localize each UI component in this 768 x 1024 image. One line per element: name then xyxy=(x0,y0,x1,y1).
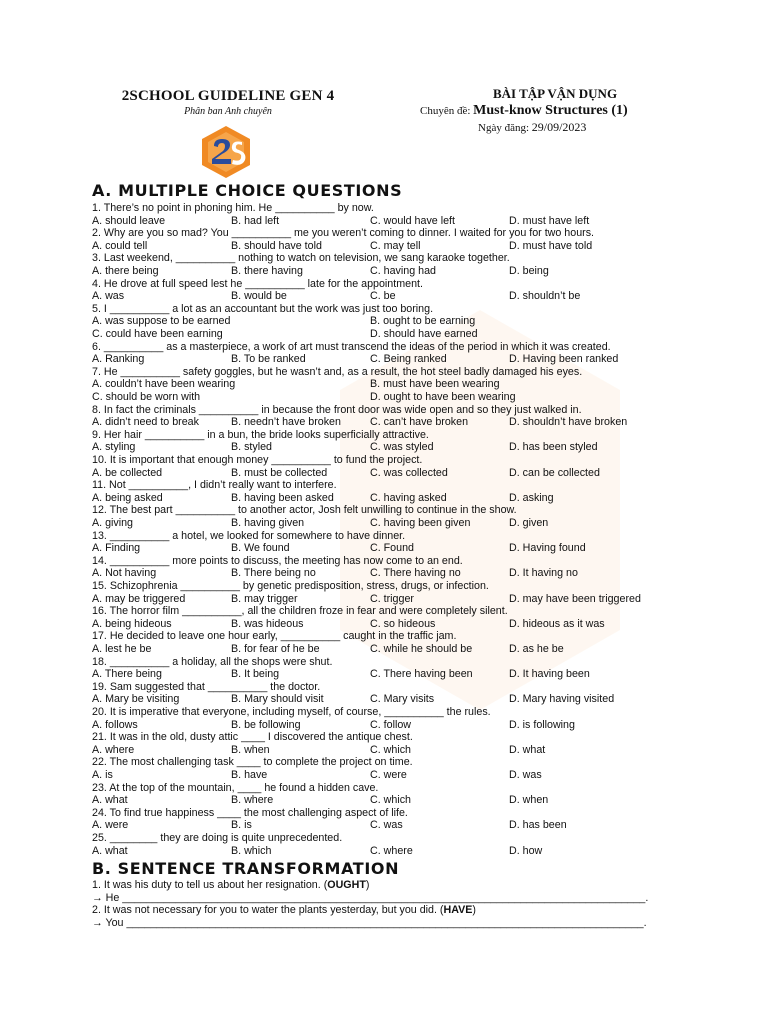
answer-option[interactable]: A. being hideous xyxy=(92,617,172,630)
answer-option[interactable]: A. could tell xyxy=(92,239,148,252)
answer-option[interactable]: B. having been asked xyxy=(231,491,334,504)
topic-line xyxy=(420,103,680,119)
answer-option[interactable]: C. may tell xyxy=(370,239,421,252)
answer-option[interactable]: B. may trigger xyxy=(231,592,298,605)
question-text: 2. Why are you so mad? You __________ me you weren’t coming to dinner. I waited for you for two hours. xyxy=(92,227,595,240)
answer-option[interactable]: A. should leave xyxy=(92,214,166,227)
answer-option[interactable]: D. It having been xyxy=(509,668,590,681)
answer-option[interactable]: C. trigger xyxy=(370,592,414,605)
answer-option[interactable]: D. is following xyxy=(509,718,575,731)
answer-option[interactable]: C. while he should be xyxy=(370,643,473,655)
answer-option[interactable]: B. when xyxy=(231,743,270,756)
date-line xyxy=(420,120,680,135)
answer-option[interactable]: D. Mary having visited xyxy=(509,693,615,706)
date-value: 29/09/2023 xyxy=(531,120,587,134)
answer-option[interactable]: D. must have left xyxy=(509,214,590,227)
answer-option[interactable]: A. Finding xyxy=(92,542,141,555)
answer-option[interactable]: B. It being xyxy=(231,668,280,681)
answer-option[interactable]: B. There being no xyxy=(231,567,316,580)
answer-option[interactable]: B. We found xyxy=(231,542,290,555)
answer-option[interactable]: D. shouldn’t be xyxy=(509,290,581,303)
answer-option[interactable]: B. which xyxy=(231,844,272,857)
topic-name: Must-know Structures (1) xyxy=(473,103,628,118)
topic-label: Chuyên đề: xyxy=(420,105,471,117)
answer-option[interactable]: C. can’t have broken xyxy=(370,416,469,429)
answer-option[interactable]: D. can be collected xyxy=(509,466,600,479)
question-text: 11. Not __________, I didn’t really want to interfere. xyxy=(92,479,337,492)
question-text: 22. The most challenging task ____ to complete the project on time. xyxy=(92,756,413,769)
answer-option[interactable]: C. should be worn with xyxy=(92,391,201,403)
answer-option[interactable]: C. There having been xyxy=(370,668,473,681)
question-text: 21. It was in the old, dusty attic ____ I discovered the antique chest. xyxy=(92,731,413,744)
answer-option[interactable]: D. shouldn’t have broken xyxy=(509,416,628,429)
answer-option[interactable]: C. There having no xyxy=(370,567,461,580)
keyword: OUGHT xyxy=(327,879,366,891)
answer-option[interactable]: B. there having xyxy=(231,265,303,277)
answer-option[interactable]: B. had left xyxy=(231,214,280,227)
answer-option[interactable]: B. have xyxy=(231,769,268,781)
answer-option[interactable]: B. where xyxy=(231,794,274,807)
answer-option[interactable]: A. what xyxy=(92,844,128,857)
answer-option[interactable]: A. Mary be visiting xyxy=(92,693,180,706)
question-text: 1. There’s no point in phoning him. He __________ by now. xyxy=(92,202,374,214)
answer-option[interactable]: C. so hideous xyxy=(370,617,436,630)
answer-option[interactable]: B. ought to be earning xyxy=(370,315,476,328)
answer-option[interactable]: B. should have told xyxy=(231,239,322,252)
answer-option[interactable]: D. ought to have been wearing xyxy=(370,391,516,403)
answer-option[interactable]: B. was hideous xyxy=(231,617,304,630)
answer-option[interactable]: B. styled xyxy=(231,441,272,454)
transform-prompt-1: 1. It was his duty to tell us about her resignation. (OUGHT) xyxy=(92,879,370,891)
question-text: 10. It is important that enough money __________ to fund the project. xyxy=(92,454,423,466)
answer-option[interactable]: B. must have been wearing xyxy=(370,378,500,391)
answer-option[interactable]: B. Mary should visit xyxy=(231,693,324,706)
section-b-title: B. SENTENCE TRANSFORMATION xyxy=(92,859,400,878)
answer-option[interactable]: A. Ranking xyxy=(92,353,145,366)
answer-option[interactable]: B. be following xyxy=(231,718,301,731)
answer-option[interactable]: A. were xyxy=(92,819,129,832)
answer-option[interactable]: A. styling xyxy=(92,441,136,454)
answer-option[interactable]: C. was styled xyxy=(370,441,434,454)
answer-option[interactable]: C. Found xyxy=(370,542,414,555)
answer-option[interactable]: B. needn’t have broken xyxy=(231,416,341,429)
question-text: 5. I __________ a lot as an accountant but the work was just too boring. xyxy=(92,302,434,315)
answer-option[interactable]: D. being xyxy=(509,265,549,277)
question-text: 25. ________ they are doing is quite unprecedented. xyxy=(92,832,343,844)
school-header xyxy=(108,88,348,117)
division-label: Phân ban Anh chuyên xyxy=(184,106,272,117)
worksheet-header xyxy=(420,86,680,135)
answer-option[interactable]: B. must be collected xyxy=(231,466,328,479)
school-logo-icon xyxy=(198,124,254,180)
answer-option[interactable]: B. for fear of he be xyxy=(231,643,320,655)
answer-option[interactable]: C. where xyxy=(370,844,413,857)
section-a-title: A. MULTIPLE CHOICE QUESTIONS xyxy=(92,181,403,200)
answer-option[interactable]: B. is xyxy=(231,819,252,832)
answer-option[interactable]: C. having been given xyxy=(370,517,471,529)
answer-option[interactable]: C. were xyxy=(370,769,407,781)
question-text: 19. Sam suggested that __________ the doctor. xyxy=(92,680,321,693)
answer-line-1[interactable]: → He ________________________________________________________________________________________. xyxy=(92,892,649,904)
question-text: 7. He __________ safety goggles, but he wasn’t and, as a result, the hot steel badly damaged his eyes. xyxy=(92,365,583,378)
answer-option[interactable]: D. asking xyxy=(509,491,554,504)
question-text: 23. At the top of the mountain, ____ he found a hidden cave. xyxy=(92,781,379,794)
answer-option[interactable]: D. given xyxy=(509,517,549,529)
answer-option[interactable]: A. may be triggered xyxy=(92,592,186,605)
answer-option[interactable]: A. didn’t need to break xyxy=(92,416,199,429)
answer-option[interactable]: A. giving xyxy=(92,517,133,529)
answer-option[interactable]: B. To be ranked xyxy=(231,353,306,366)
answer-option[interactable]: A. is xyxy=(92,769,113,781)
question-text: 3. Last weekend, __________ nothing to watch on television, we sang karaoke together. xyxy=(92,252,510,265)
answer-option[interactable]: D. as he be xyxy=(509,643,564,655)
answer-option[interactable]: C. which xyxy=(370,794,411,807)
question-text: 16. The horror film __________, all the children froze in fear and were completely silent. xyxy=(92,605,508,618)
question-text: 9. Her hair __________ in a bun, the bride looks superficially attractive. xyxy=(92,428,429,441)
answer-option[interactable]: D. when xyxy=(509,794,549,807)
answer-option[interactable]: A. was xyxy=(92,290,125,303)
answer-option[interactable]: C. was collected xyxy=(370,466,448,479)
answer-option[interactable]: C. which xyxy=(370,743,411,756)
answer-option[interactable]: A. There being xyxy=(92,668,162,681)
school-name: 2SCHOOL GUIDELINE GEN 4 xyxy=(121,88,335,104)
answer-option[interactable]: C. could have been earning xyxy=(92,328,223,340)
question-text: 17. He decided to leave one hour early, __________ caught in the traffic jam. xyxy=(92,630,457,643)
answer-option[interactable]: C. Mary visits xyxy=(370,693,435,706)
question-text: 12. The best part __________ to another actor, Josh felt unwilling to continue in the show. xyxy=(92,504,517,517)
date-label: Ngày đăng: xyxy=(478,122,530,134)
answer-option[interactable]: A. where xyxy=(92,743,135,756)
question-text: 24. To find true happiness ____ the most challenging aspect of life. xyxy=(92,806,408,819)
answer-option[interactable]: A. couldn’t have been wearing xyxy=(92,378,236,391)
answer-option[interactable]: A. was suppose to be earned xyxy=(92,315,231,328)
answer-option[interactable]: A. what xyxy=(92,794,128,807)
answer-option[interactable]: C. Being ranked xyxy=(370,353,447,366)
answer-option[interactable]: D. how xyxy=(509,844,543,857)
answer-option[interactable]: B. would be xyxy=(231,290,287,303)
question-text: 8. In fact the criminals __________ in because the front door was wide open and so they just walked in. xyxy=(92,403,582,416)
answer-option[interactable]: A. lest he be xyxy=(92,643,152,655)
answer-option[interactable]: D. Having been ranked xyxy=(509,353,619,366)
answer-option[interactable]: D. hideous as it was xyxy=(509,617,605,630)
question-text: 13. __________ a hotel, we looked for somewhere to have dinner. xyxy=(92,529,406,542)
question-text: 14. __________ more points to discuss, the meeting has now come to an end. xyxy=(92,554,463,567)
answer-option[interactable]: D. has been styled xyxy=(509,441,598,454)
question-text: 15. Schizophrenia __________ by genetic predisposition, stress, drugs, or infection. xyxy=(92,580,489,592)
transform-prompt-2: 2. It was not necessary for you to water the plants yesterday, but you did. (HAVE) xyxy=(92,904,476,916)
question-text: 6. __________ as a masterpiece, a work of art must transcend the ideas of the period in which it was created. xyxy=(92,340,611,353)
answer-option[interactable]: A. being asked xyxy=(92,491,163,504)
answer-option[interactable]: C. would have left xyxy=(370,214,455,227)
answer-option[interactable]: D. has been xyxy=(509,819,567,832)
question-text: 20. It is imperative that everyone, including myself, of course, __________ the rules. xyxy=(92,706,491,718)
answer-option[interactable]: C. having had xyxy=(370,265,436,277)
keyword: HAVE xyxy=(443,904,473,916)
answer-option[interactable]: A. there being xyxy=(92,265,159,277)
question-text: 4. He drove at full speed lest he __________ late for the appointment. xyxy=(92,277,423,290)
answer-option[interactable]: D. was xyxy=(509,769,542,781)
answer-option[interactable]: D. may have been triggered xyxy=(509,592,641,605)
answer-option[interactable]: C. was xyxy=(370,819,403,832)
answer-option[interactable]: D. what xyxy=(509,743,546,756)
answer-option[interactable]: D. It having no xyxy=(509,567,578,580)
answer-option[interactable]: C. having asked xyxy=(370,491,447,504)
worksheet-title: BÀI TẬP VẬN DỤNG xyxy=(492,86,618,101)
answer-option[interactable]: A. be collected xyxy=(92,466,163,479)
question-text: 18. __________ a holiday, all the shops were shut. xyxy=(92,655,333,668)
answer-option[interactable]: B. having given xyxy=(231,517,305,529)
answer-option[interactable]: D. must have told xyxy=(509,239,593,252)
answer-line-2[interactable]: → You _______________________________________________________________________________________. xyxy=(92,917,647,929)
answer-option[interactable]: D. should have earned xyxy=(370,328,478,340)
answer-option[interactable]: D. Having found xyxy=(509,542,586,555)
answer-option[interactable]: A. follows xyxy=(92,718,138,731)
answer-option[interactable]: C. follow xyxy=(370,718,411,731)
answer-option[interactable]: A. Not having xyxy=(92,567,157,580)
answer-option[interactable]: C. be xyxy=(370,290,396,303)
